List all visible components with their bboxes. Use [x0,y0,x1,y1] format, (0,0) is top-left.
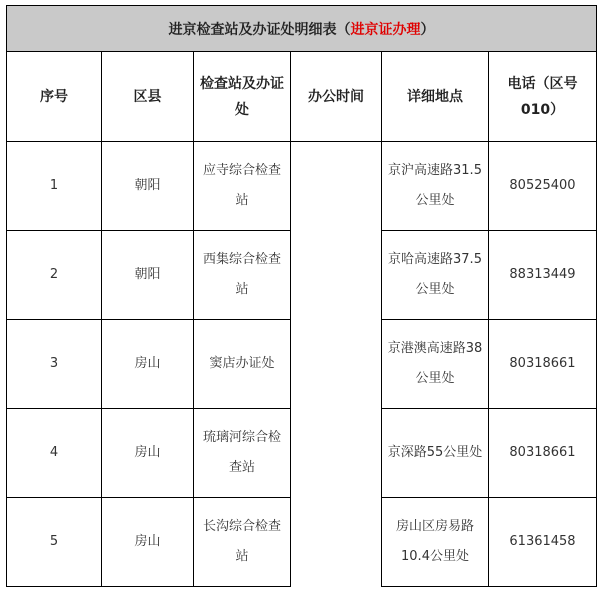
header-station [194,52,291,142]
row-station [194,231,291,320]
row-phone: 80318661 [489,409,597,498]
row-district: 朝阳 [102,231,194,320]
row-hours [291,231,382,320]
row-address [382,142,489,231]
row-phone: 88313449 [489,231,597,320]
row-address-text: 京沪高速路31.5公里处 [388,163,482,208]
row-address-text: 京港澳高速路38公里处 [387,341,483,386]
row-index: 2 [7,231,102,320]
row-address-text: 京哈高速路37.5公里处 [388,252,482,297]
row-district: 朝阳 [102,142,194,231]
row-station [194,498,291,587]
row-district: 房山 [102,320,194,409]
table-row [7,142,597,231]
table-row [7,498,597,587]
row-station-text: 窦店办证处 [209,356,275,371]
row-station-text: 琉璃河综合检查站 [202,430,281,475]
table-row [7,320,597,409]
row-index: 4 [7,409,102,498]
row-hours [291,142,382,231]
row-index: 1 [7,142,102,231]
row-hours [291,409,382,498]
row-station [194,320,291,409]
row-district: 房山 [102,409,194,498]
header-index: 序号 [7,52,102,142]
table-row [7,409,597,498]
row-address-text: 房山区房易路10.4公里处 [395,519,474,564]
row-address [382,409,489,498]
table-title-prefix: 进京检查站及办证处明细表（ [168,21,351,38]
header-hours: 办公时间 [291,52,382,142]
row-index: 3 [7,320,102,409]
row-station-text: 应寺综合检查站 [202,163,281,208]
row-station [194,142,291,231]
table-header-row [7,52,597,142]
row-phone: 61361458 [489,498,597,587]
header-district: 区县 [102,52,194,142]
row-hours [291,320,382,409]
row-index: 5 [7,498,102,587]
checkpoint-table-container [6,5,596,587]
table-row [7,231,597,320]
checkpoint-table [6,5,597,587]
row-address [382,320,489,409]
header-station-text: 检查站及办证处 [200,75,284,118]
table-title-highlight: 进京证办理 [350,21,421,38]
row-station-text: 长沟综合检查站 [202,519,281,564]
row-hours [291,498,382,587]
row-address [382,231,489,320]
table-title [7,6,597,52]
row-district: 房山 [102,498,194,587]
header-phone-text: 电话（区号010） [507,75,578,118]
row-address [382,498,489,587]
table-title-suffix: ） [420,21,435,38]
header-phone [489,52,597,142]
row-station-text: 西集综合检查站 [202,252,281,297]
header-address: 详细地点 [382,52,489,142]
table-title-row [7,6,597,52]
row-phone: 80525400 [489,142,597,231]
row-address-text: 京深路55公里处 [387,445,483,460]
row-station [194,409,291,498]
row-phone: 80318661 [489,320,597,409]
